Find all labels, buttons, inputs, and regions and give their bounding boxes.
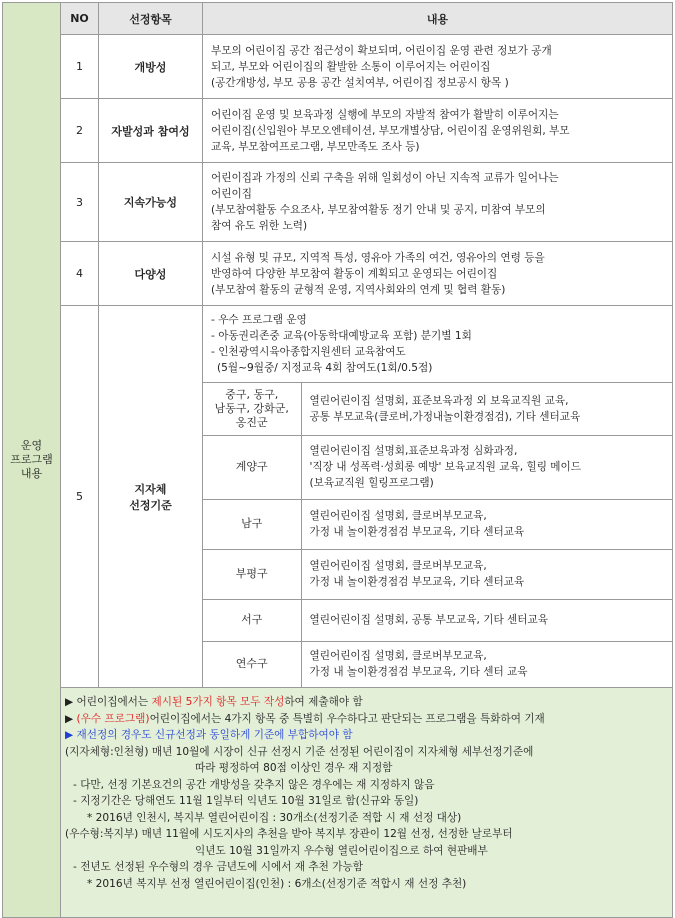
region-line: 가정 내 놀이환경점검 부모교육, 기타 센터교육	[309, 526, 525, 538]
side-label-line: 운영	[20, 439, 43, 452]
content-line: (부모참여 활동의 균형적 운영, 지역사회와의 연계 및 협력 활동)	[211, 283, 506, 296]
document-page	[2, 2, 672, 908]
row-number: 3	[61, 163, 99, 242]
content-line: 참여 유도 위한 노력)	[211, 220, 308, 232]
region-line: '직장 내 성폭력·성희롱 예방' 보육교직원 교육, 힐링 메이드	[309, 461, 582, 473]
content-line: 어린이집(신입원아 부모오엔테이션, 부모개별상담, 어린이집 운영위원회, 부모	[211, 124, 570, 137]
row-item: 개방성	[99, 35, 203, 99]
note-line: 익년도 10월 31일까지 우수형 열린어린이집으로 하여 현판배부	[195, 844, 488, 857]
region-name: 부평구	[203, 549, 301, 599]
region-name-line: 옹진군	[235, 415, 268, 429]
common-line: - 우수 프로그램 운영	[211, 314, 307, 326]
region-line: 가정 내 놀이환경점검 부모교육, 기타 센터교육	[309, 576, 525, 588]
content-line: 시설 유형 및 규모, 지역적 특성, 영유아 가족의 여건, 영유아의 연령 등을	[211, 251, 545, 264]
region-line: 열린어린이집 설명회, 표준보육과정 외 보육교직원 교육,	[309, 394, 569, 407]
region-name: 연수구	[203, 641, 301, 687]
table-row	[3, 99, 673, 163]
note-line: * 2016년 인천시, 복지부 열린어린이집 : 30개소(선정기준 적합 시 재 선정 대상)	[87, 811, 462, 824]
content-line: 어린이집	[211, 188, 252, 200]
region-line: 공통 부모교육(클로버,가정내놀이환경점검), 기타 센터교육	[309, 410, 581, 423]
row-content	[203, 242, 673, 306]
region-content	[301, 383, 672, 435]
region-table	[203, 383, 672, 687]
row-number: 4	[61, 242, 99, 306]
content-line: 반영하여 다양한 부모참여 활동이 계획되고 운영되는 어린이집	[211, 267, 498, 280]
table-row	[3, 163, 673, 242]
note-line: - 전년도 선정된 우수형의 경우 금년도에 시에서 재 추천 가능함	[73, 861, 363, 873]
region-row	[203, 549, 672, 599]
header-item: 선정항목	[99, 3, 203, 35]
note-text: 어린이집에서는 4가지 항목 중 특별히 우수하다고 판단되는 프로그램을 특화하여 기재	[149, 712, 545, 725]
note-highlight: (우수 프로그램)	[76, 712, 150, 725]
region-name: 계양구	[203, 435, 301, 499]
note-line: (지자체형:인천형) 매년 10월에 시장이 신규 선정시 기준 선정된 어린이집이 지자체형 세부선정기준에	[65, 745, 534, 758]
common-line: (5월~9월중/ 지정교육 4회 참여도(1회/0.5점)	[217, 362, 433, 374]
row-content	[203, 163, 673, 242]
region-content	[301, 435, 672, 499]
region-name: 남구	[203, 499, 301, 549]
common-line: - 인천광역시육아종합지원센터 교육참여도	[211, 346, 406, 358]
row-item: 지속가능성	[99, 163, 203, 242]
regional-criteria-cell	[203, 306, 673, 688]
region-line: 열린어린이집 설명회,표준보육과정 심화과정,	[309, 445, 518, 457]
region-line: 열린어린이집 설명회, 클로버부모교육,	[309, 560, 487, 572]
note-line: * 2016년 복지부 선정 열린어린이집(인천) : 6개소(선정기준 적합시 재 선정 추천)	[87, 877, 467, 890]
note-line	[65, 711, 668, 728]
note-line: - 다만, 선정 기본요건의 공간 개방성을 갖추지 않은 경우에는 재 지정하지 않음	[73, 778, 435, 791]
table-row	[3, 242, 673, 306]
content-line: 부모의 어린이집 공간 접근성이 확보되며, 어린이집 운영 관련 정보가 공개	[211, 44, 552, 57]
note-line	[65, 694, 668, 711]
region-name: 서구	[203, 599, 301, 641]
region-content	[301, 599, 672, 641]
content-line: 교육, 부모참여프로그램, 부모만족도 조사 등)	[211, 140, 420, 153]
note-line: - 지정기간은 당해연도 11월 1일부터 익년도 10월 31일로 함(신규와 동일)	[73, 795, 419, 807]
region-name	[203, 383, 301, 435]
region-content	[301, 499, 672, 549]
header-content: 내용	[203, 3, 673, 35]
row-number: 2	[61, 99, 99, 163]
region-row	[203, 641, 672, 687]
row-item-line: 선정기준	[129, 498, 172, 512]
row-number: 5	[61, 306, 99, 688]
region-row	[203, 435, 672, 499]
side-label-line: 프로그램	[10, 453, 53, 466]
region-content	[301, 641, 672, 687]
region-name-line: 남동구, 강화군,	[214, 401, 289, 415]
notes-row	[3, 688, 673, 918]
note-highlight: 제시된 5가지 항목 모두 작성	[151, 696, 285, 708]
content-line: 어린이집 운영 및 보육과정 실행에 부모의 자발적 참여가 활발히 이루어지는	[211, 108, 559, 121]
region-name-line: 중구, 동구,	[225, 387, 279, 401]
row-item: 다양성	[99, 242, 203, 306]
common-line: - 아동권리존중 교육(아동학대예방교육 포함) 분기별 1회	[211, 330, 472, 342]
row-item	[99, 306, 203, 688]
region-row	[203, 383, 672, 435]
row-item-line: 지자체	[134, 482, 167, 496]
region-line: 열린어린이집 설명회, 클로버부모교육,	[309, 650, 487, 663]
region-row	[203, 599, 672, 641]
table-row	[3, 35, 673, 99]
table-row	[3, 306, 673, 688]
note-line: ▶ 재선정의 경우도 신규선정과 동일하게 기준에 부합하여야 함	[65, 729, 353, 741]
note-text: 하여 제출해야 함	[284, 696, 363, 708]
criteria-table	[2, 2, 673, 918]
region-line: 열린어린이집 설명회, 공통 부모교육, 기타 센터교육	[309, 614, 548, 626]
common-criteria	[203, 306, 672, 383]
row-item: 자발성과 참여성	[99, 99, 203, 163]
region-row	[203, 499, 672, 549]
region-line: 열린어린이집 설명회, 클로버부모교육,	[309, 510, 487, 522]
content-line: 어린이집과 가정의 신뢰 구축을 위해 일회성이 아닌 지속적 교류가 일어나는	[211, 172, 559, 184]
header-no: NO	[61, 3, 99, 35]
region-content	[301, 549, 672, 599]
region-line: (보육교직원 힐링프로그램)	[309, 477, 434, 489]
note-text: ▶	[65, 712, 77, 725]
side-label-line: 내용	[20, 467, 43, 480]
note-line: (우수형:복지부) 매년 11월에 시도지사의 추천을 받아 복지부 장관이 12월 선정, 선정한 날로부터	[65, 828, 513, 840]
note-line: 따라 평정하여 80점 이상인 경우 재 지정함	[195, 762, 393, 774]
row-content	[203, 99, 673, 163]
row-number: 1	[61, 35, 99, 99]
content-line: (공간개방성, 부모 공용 공간 설치여부, 어린이집 정보공시 항목 )	[211, 76, 509, 89]
content-line: (부모참여활동 수요조사, 부모참여활동 정기 안내 및 공지, 미참여 부모의	[211, 204, 546, 216]
content-line: 되고, 부모와 어린이집의 활발한 소통이 이루어지는 어린이집	[211, 60, 491, 73]
notes-box	[61, 688, 673, 918]
region-line: 가정 내 놀이환경점검 부모교육, 기타 센터 교육	[309, 666, 528, 679]
note-text: ▶ 어린이집에서는	[65, 696, 152, 708]
side-label-cell	[3, 3, 61, 918]
row-content	[203, 35, 673, 99]
